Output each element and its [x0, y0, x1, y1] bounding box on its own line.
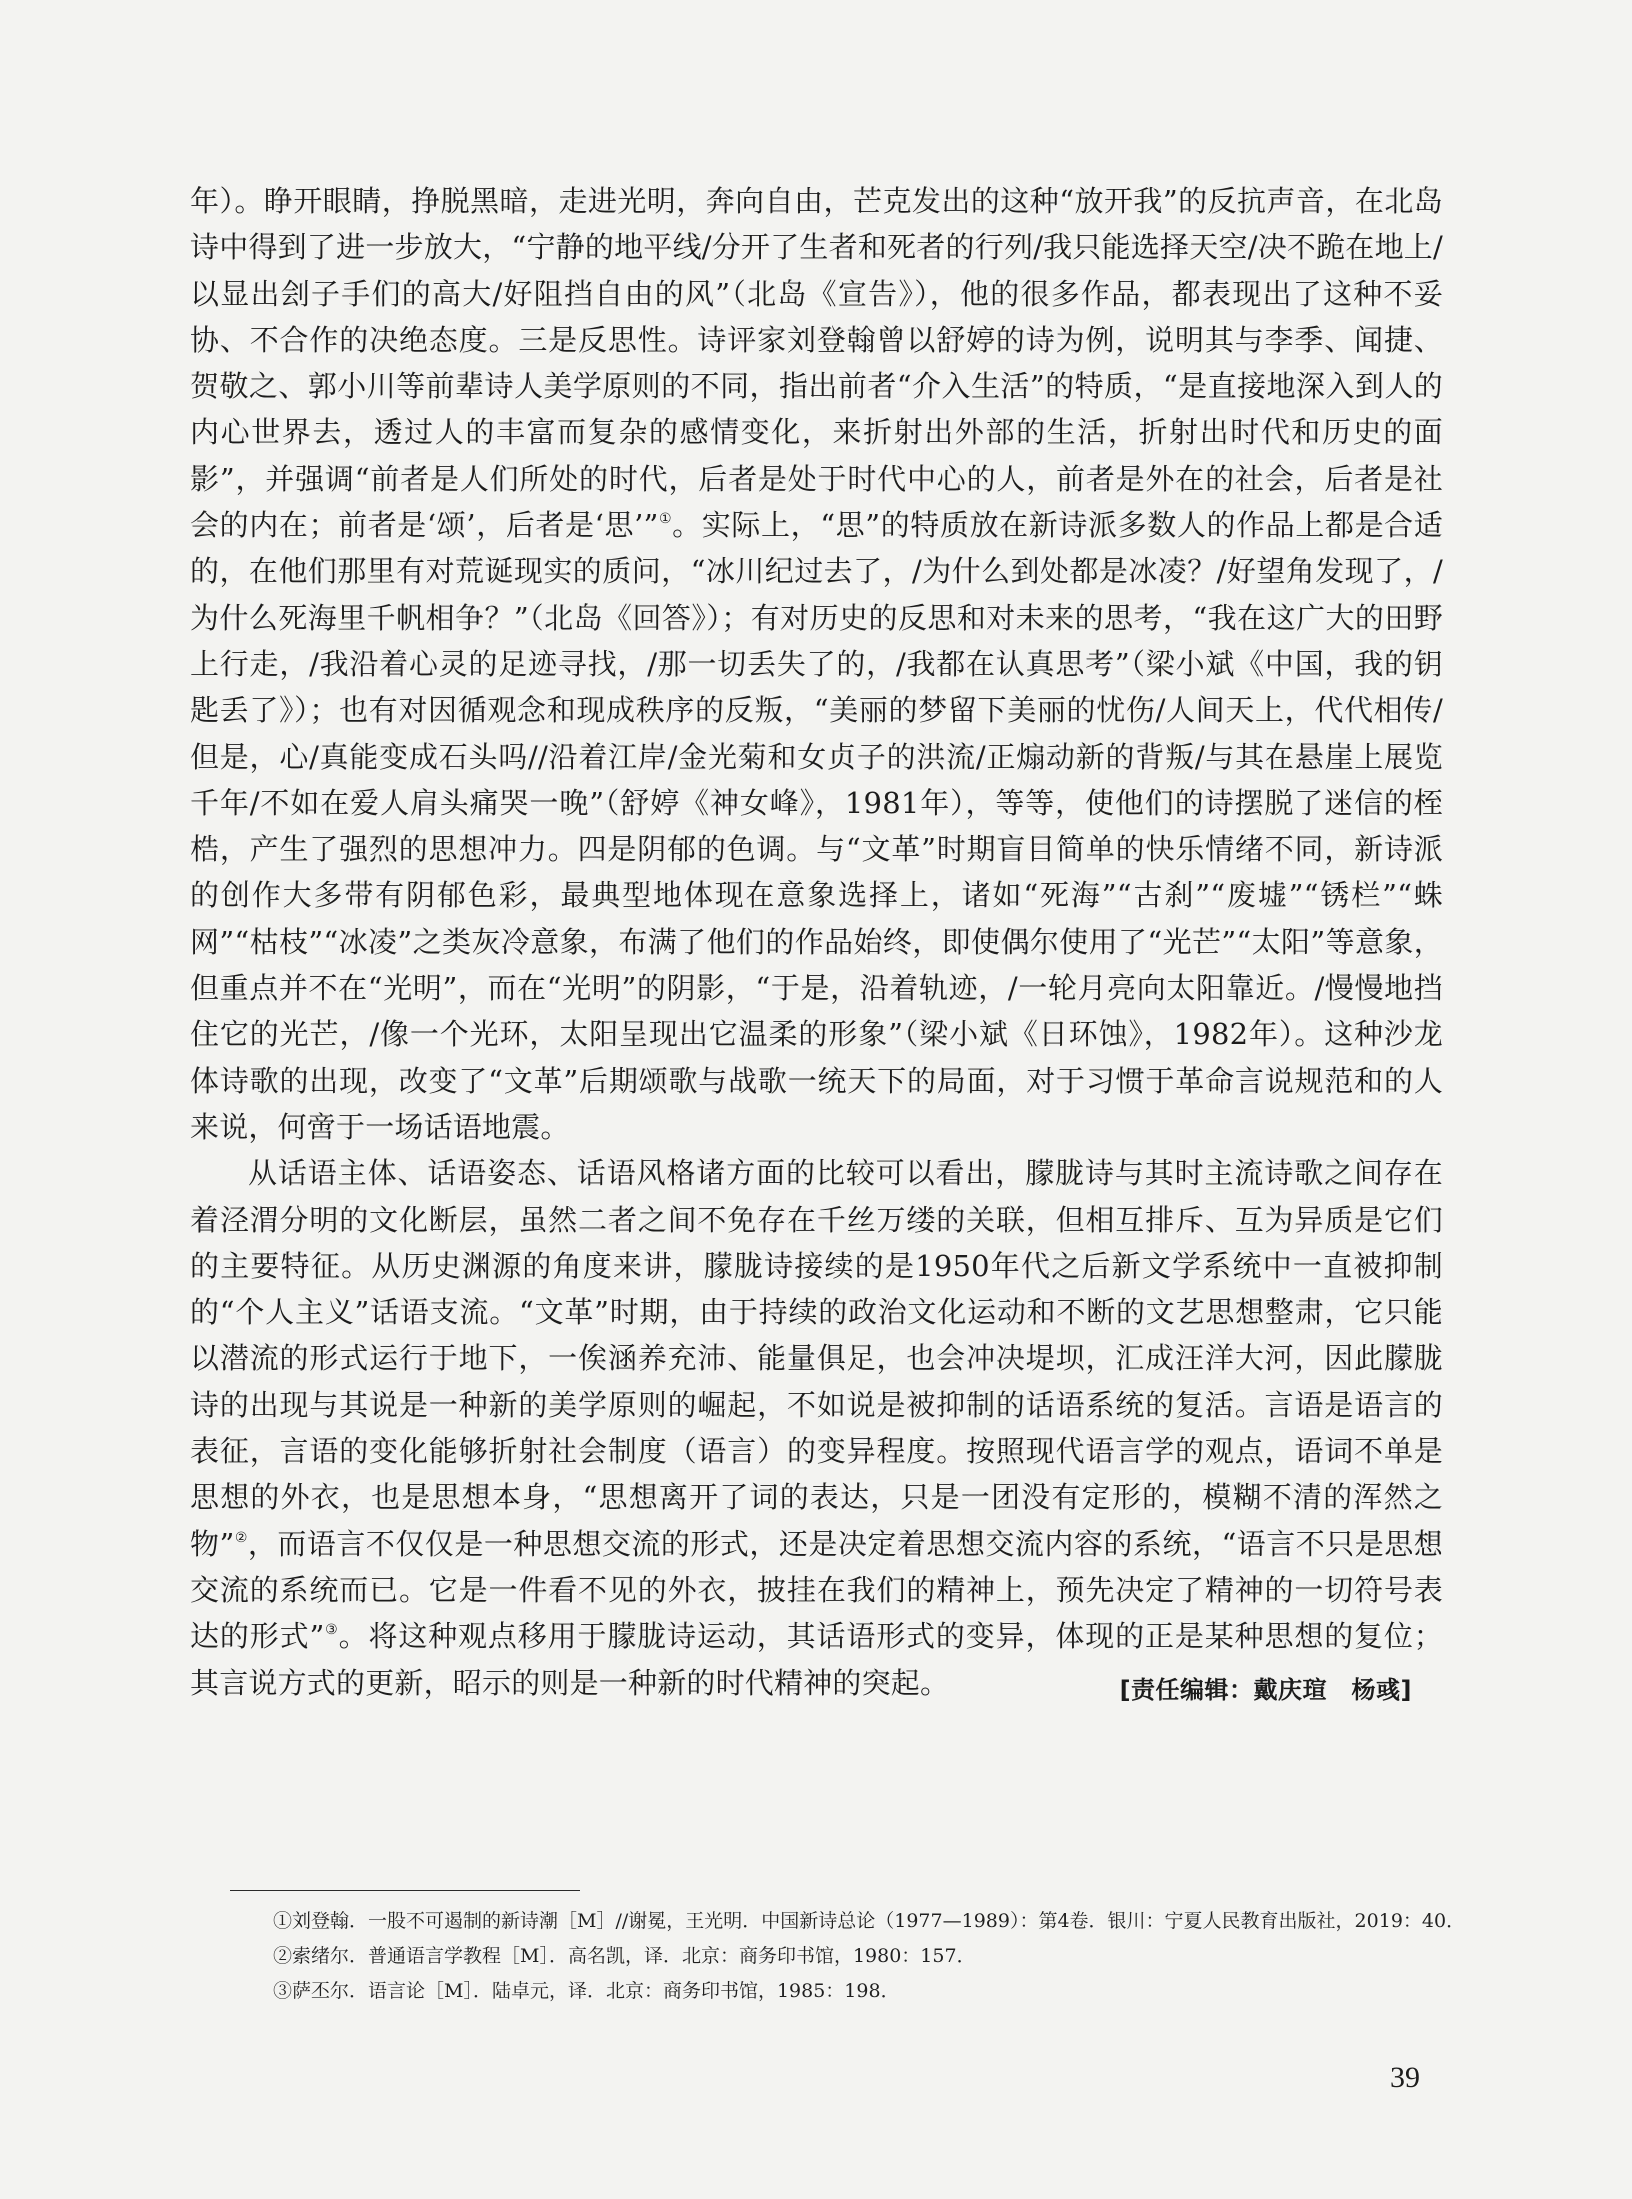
body-paragraph-1	[190, 178, 1443, 1150]
footnote-marker-3[interactable]: ③	[324, 1622, 339, 1639]
footnote-3: ③萨丕尔．语言论［M］．陆卓元，译．北京：商务印书馆，1985：198．	[273, 1980, 900, 2002]
footnote-2: ②索绪尔．普通语言学教程［M］．高名凯，译．北京：商务印书馆，1980：157．	[273, 1945, 976, 1967]
paragraph-text: 从话语主体、话语姿态、话语风格诸方面的比较可以看出，朦胧诗与其时主流诗歌之间存在着泾渭分明的文化断层，虽然二者之间不免存在千丝万缕的关联，但相互排斥、互为异质是它们的主要特征。从历史渊源的角度来讲，朦胧诗接续的是1950年代之后新文学系统中一直被抑制的“个人主义”话语支流。“文革”时期，由于持续的政治文化运动和不断的文艺思想整肃，它只能以潜流的形式运行于地下，一俟涵养充沛、能量俱足，也会冲决堤坝，汇成汪洋大河，因此朦胧诗的出现与其说是一种新的美学原则的崛起，不如说是被抑制的话语系统的复活。言语是语言的表征，言语的变化能够折射社会制度（语言）的变异程度。按照现代语言学的观点，语词不单是思想的外衣，也是思想本身，“思想离开了词的表达，只是一团没有定形的，模糊不清的浑然之物”	[190, 1156, 1443, 1561]
footnote-1: ①刘登翰．一股不可遏制的新诗潮［M］//谢冕，王光明．中国新诗总论（1977—1989）：第4卷．银川：宁夏人民教育出版社，2019：40．	[273, 1910, 1466, 1932]
paragraph-text: 年）。睁开眼睛，挣脱黑暗，走进光明，奔向自由，芒克发出的这种“放开我”的反抗声音，在北岛诗中得到了进一步放大，“宁静的地平线/分开了生者和死者的行列/我只能选择天空/决不跪在地上/以显出刽子手们的高大/好阻挡自由的风”（北岛《宣告》），他的很多作品，都表现出了这种不妥协、不合作的决绝态度。三是反思性。诗评家刘登翰曾以舒婷的诗为例，说明其与李季、闻捷、贺敬之、郭小川等前辈诗人美学原则的不同，指出前者“介入生活”的特质，“是直接地深入到人的内心世界去，透过人的丰富而复杂的感情变化，来折射出外部的生活，折射出时代和历史的面影”，并强调“前者是人们所处的时代，后者是处于时代中心的人，前者是外在的社会，后者是社会的内在；前者是‘颂’，后者是‘思’”	[190, 184, 1444, 543]
paragraph-text: 。将这种观点移用于朦胧诗运动，其话语形式的变异，体现的正是某种思想的复位；其言说方式的更新，昭示的则是一种新的时代精神的突起。	[190, 1619, 1443, 1700]
paragraph-text: ，而语言不仅仅是一种思想交流的形式，还是决定着思想交流内容的系统，“语言不只是思想交流的系统而已。它是一件看不见的外衣，披挂在我们的精神上，预先决定了精神的一切符号表达的形式”	[190, 1526, 1443, 1654]
article-body	[190, 178, 1443, 1706]
footnote-marker-1[interactable]: ①	[658, 511, 673, 528]
responsible-editor-note: [责任编辑：戴庆瑄 杨彧]	[1119, 1676, 1412, 1704]
footnotes	[273, 1904, 1466, 2009]
body-paragraph-2	[190, 1150, 1443, 1706]
footnote-divider	[230, 1890, 580, 1891]
footnote-marker-2[interactable]: ②	[234, 1529, 248, 1546]
paragraph-text: 。实际上，“思”的特质放在新诗派多数人的作品上都是合适的，在他们那里有对荒诞现实的质问，“冰川纪过去了，/为什么到处都是冰凌？/好望角发现了，/为什么死海里千帆相争？”（北岛《回答》）；有对历史的反思和对未来的思考，“我在这广大的田野上行走，/我沿着心灵的足迹寻找，/那一切丢失了的，/我都在认真思考”（梁小斌《中国，我的钥匙丢了》）；也有对因循观念和现成秩序的反叛，“美丽的梦留下美丽的忧伤/人间天上，代代相传/但是，心/真能变成石头吗//沿着江岸/金光菊和女贞子的洪流/正煽动新的背叛/与其在悬崖上展览千年/不如在爱人肩头痛哭一晚”（舒婷《神女峰》，1981年），等等，使他们的诗摆脱了迷信的桎梏，产生了强烈的思想冲力。四是阴郁的色调。与“文革”时期盲目简单的快乐情绪不同，新诗派的创作大多带有阴郁色彩，最典型地体现在意象选择上，诸如“死海”“古刹”“废墟”“锈栏”“蛛网”“枯枝”“冰凌”之类灰冷意象，布满了他们的作品始终，即使偶尔使用了“光芒”“太阳”等意象，但重点并不在“光明”，而在“光明”的阴影，“于是，沿着轨迹，/一轮月亮向太阳靠近。/慢慢地挡住它的光芒，/像一个光环，太阳呈现出它温柔的形象”（梁小斌《日环蚀》，1982年）。这种沙龙体诗歌的出现，改变了“文革”后期颂歌与战歌一统天下的局面，对于习惯于革命言说规范和的人来说，何啻于一场话语地震。	[190, 508, 1443, 1144]
page-number: 39	[1390, 2061, 1420, 2094]
